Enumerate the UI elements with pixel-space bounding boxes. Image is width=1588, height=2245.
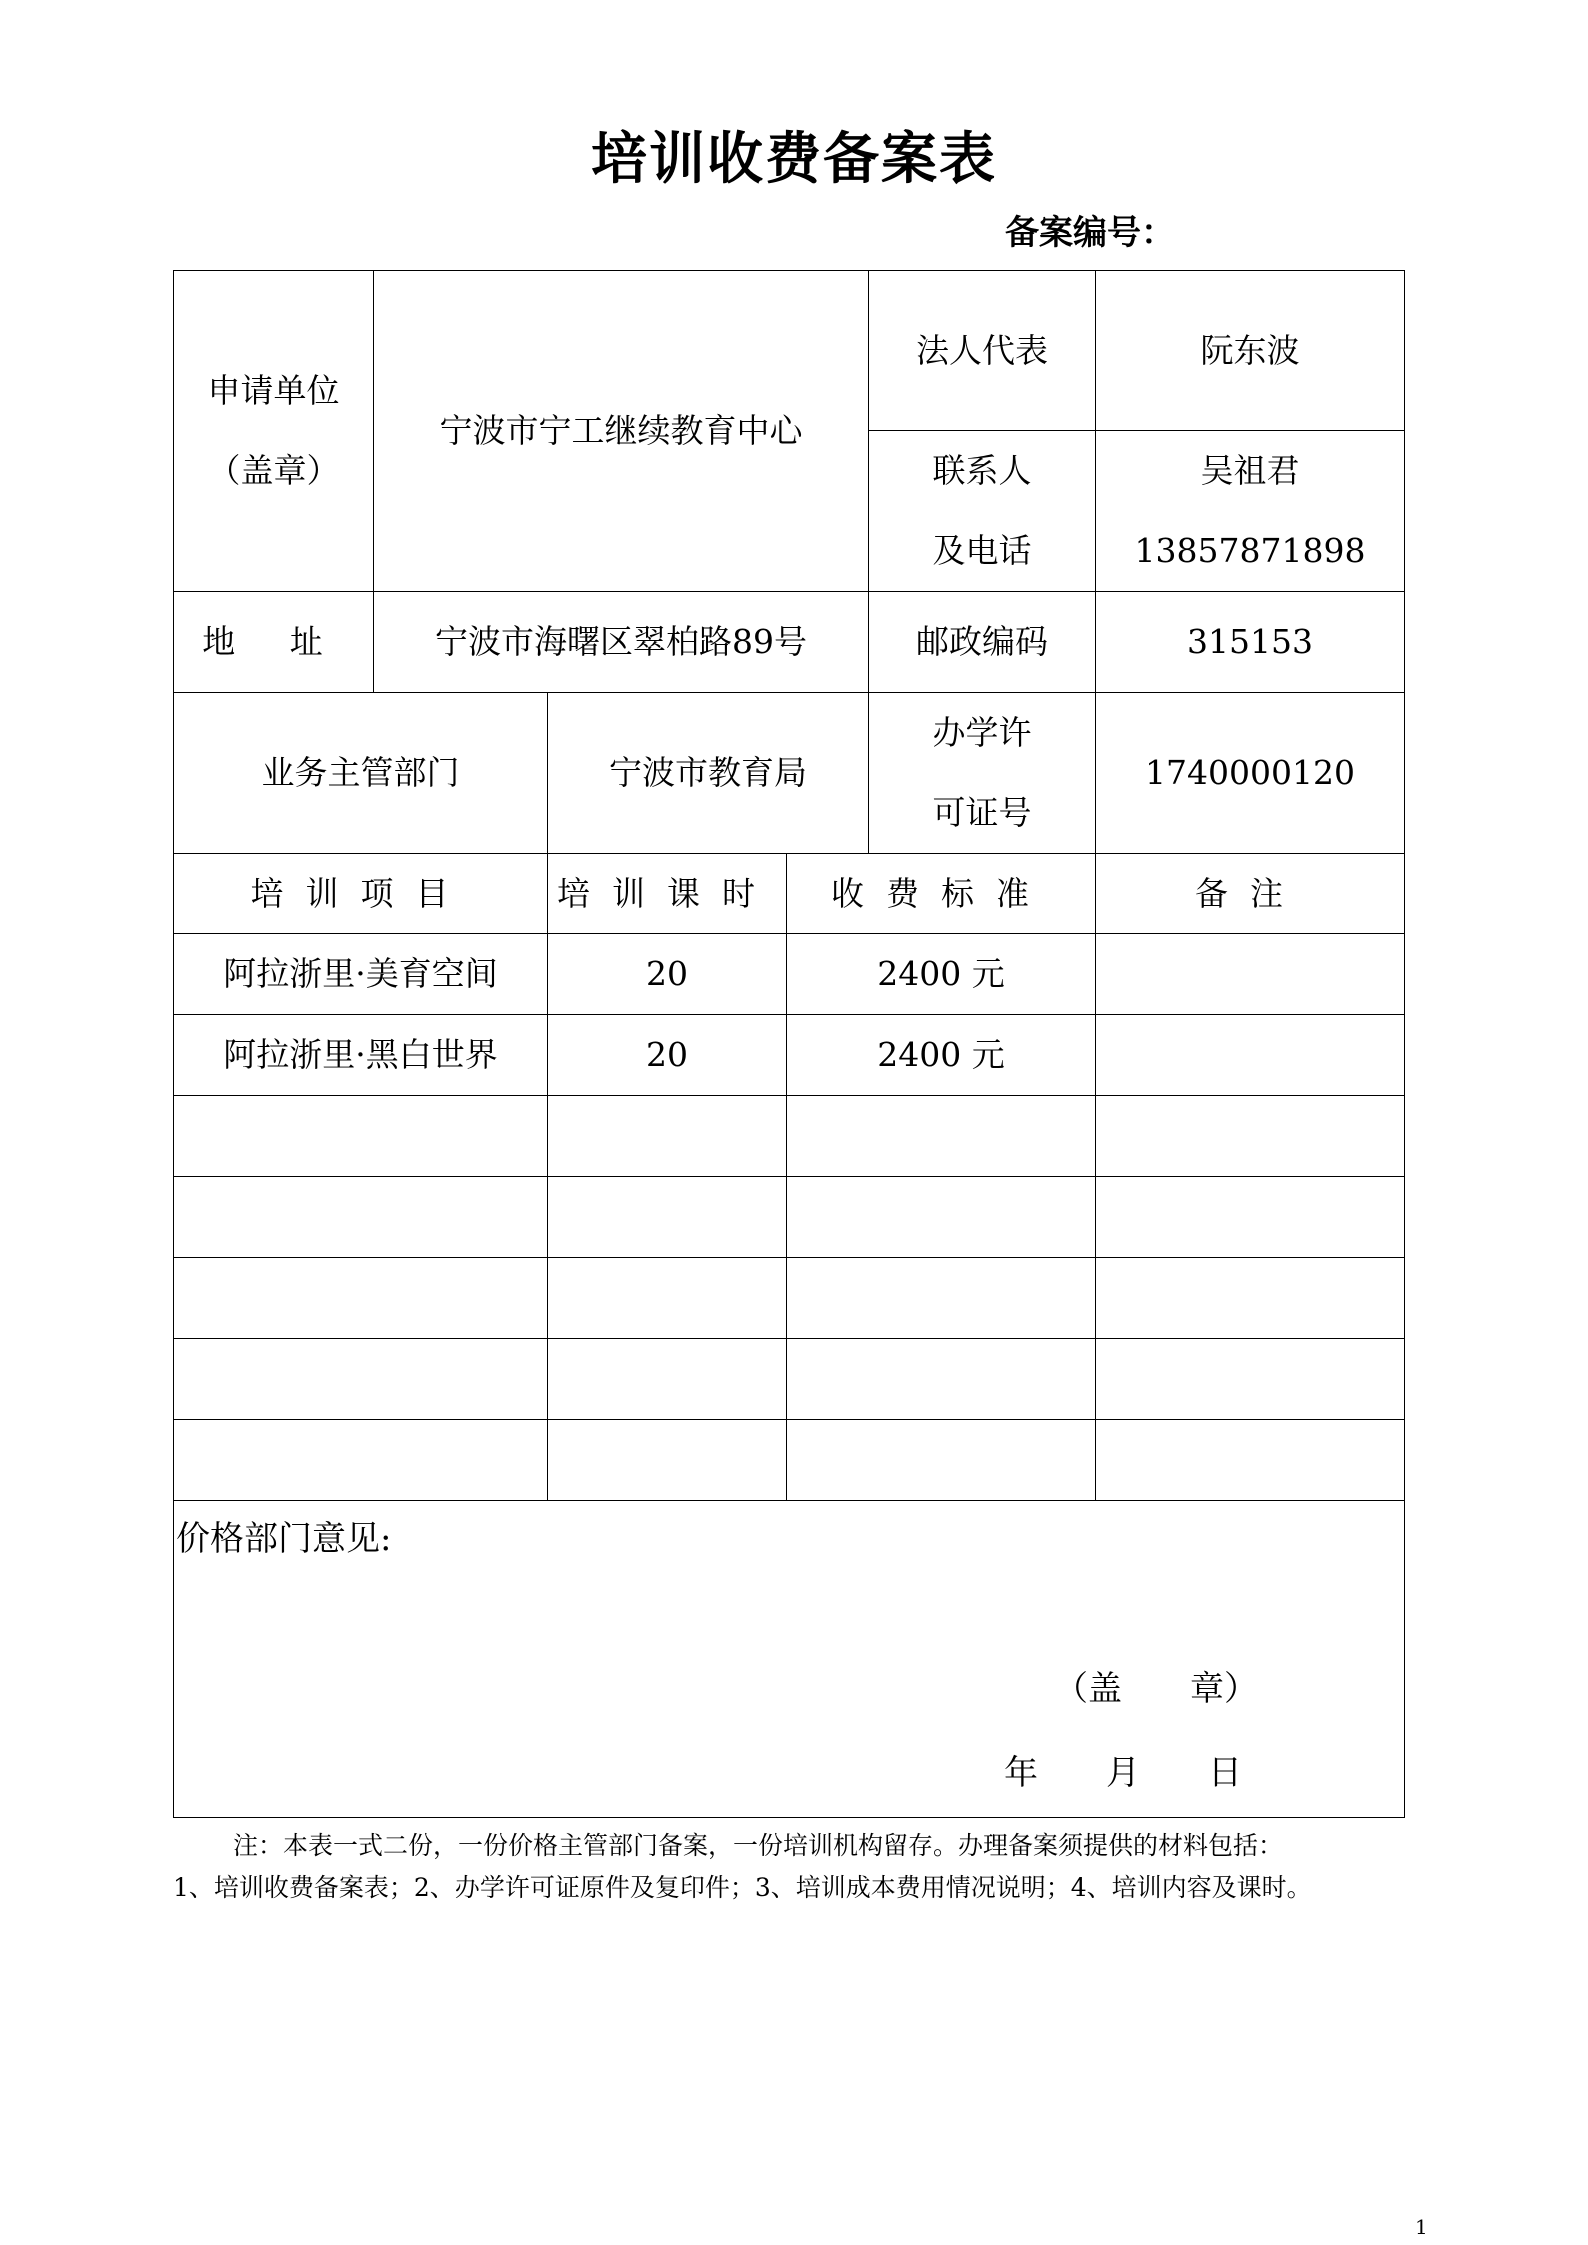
date-line: 年 月 日 bbox=[1004, 1753, 1242, 1793]
row-hours bbox=[548, 1339, 787, 1420]
row-project bbox=[174, 1177, 548, 1258]
row-project bbox=[174, 1096, 548, 1177]
row-project: 阿拉浙里·黑白世界 bbox=[174, 1015, 548, 1096]
table-row bbox=[174, 1258, 1405, 1339]
price-dept-opinion bbox=[174, 1501, 1405, 1818]
postal-value: 315153 bbox=[1096, 592, 1405, 693]
table-header-row bbox=[174, 854, 1405, 934]
contact-phone-label: 及电话 bbox=[932, 531, 1032, 570]
row-fee: 2400 元 bbox=[787, 1015, 1096, 1096]
row-fee bbox=[787, 1096, 1096, 1177]
address-label: 地 址 bbox=[174, 592, 374, 693]
row-project bbox=[174, 1258, 548, 1339]
row-hours bbox=[548, 1258, 787, 1339]
row-fee bbox=[787, 1177, 1096, 1258]
applicant-label: 申请单位 bbox=[207, 371, 340, 410]
header-hours: 培训课时 bbox=[548, 854, 787, 934]
row-remark bbox=[1096, 1420, 1405, 1501]
row-remark bbox=[1096, 1339, 1405, 1420]
table-row bbox=[174, 934, 1405, 1015]
department-label: 业务主管部门 bbox=[174, 693, 548, 854]
address-value: 宁波市海曙区翠柏路89号 bbox=[374, 592, 869, 693]
row-remark bbox=[1096, 1096, 1405, 1177]
footnote bbox=[173, 1825, 1433, 1909]
license-label: 办学许 bbox=[932, 713, 1032, 752]
contact-name: 吴祖君 bbox=[1200, 451, 1300, 490]
page-number: 1 bbox=[1415, 2215, 1428, 2239]
row-remark bbox=[1096, 934, 1405, 1015]
opinion-label: 价格部门意见: bbox=[176, 1519, 392, 1559]
row-hours bbox=[548, 1420, 787, 1501]
row-fee: 2400 元 bbox=[787, 934, 1096, 1015]
row-fee bbox=[787, 1258, 1096, 1339]
applicant-label-cell bbox=[174, 271, 374, 592]
header-fee: 收费标准 bbox=[787, 854, 1096, 934]
license-label-line2: 可证号 bbox=[932, 793, 1032, 832]
header-project: 培训项目 bbox=[174, 854, 548, 934]
contact-label: 联系人 bbox=[932, 451, 1032, 490]
fee-record-form bbox=[173, 270, 1405, 1818]
contact-value-cell bbox=[1096, 431, 1405, 592]
legal-rep-label: 法人代表 bbox=[869, 271, 1096, 431]
applicant-seal-label: （盖章） bbox=[207, 451, 340, 490]
row-remark bbox=[1096, 1177, 1405, 1258]
row-remark bbox=[1096, 1015, 1405, 1096]
table-row bbox=[174, 1015, 1405, 1096]
row-hours bbox=[548, 1177, 787, 1258]
department-value: 宁波市教育局 bbox=[548, 693, 869, 854]
page-title: 培训收费备案表 bbox=[591, 127, 997, 192]
postal-label: 邮政编码 bbox=[869, 592, 1096, 693]
legal-rep-value: 阮东波 bbox=[1096, 271, 1405, 431]
license-label-cell bbox=[869, 693, 1096, 854]
header-remark: 备注 bbox=[1096, 854, 1405, 934]
row-project bbox=[174, 1339, 548, 1420]
footnote-line-2: 1、培训收费备案表；2、办学许可证原件及复印件；3、培训成本费用情况说明；4、培训内容及课时。 bbox=[173, 1873, 1312, 1902]
row-remark bbox=[1096, 1258, 1405, 1339]
footnote-line-1: 注：本表一式二份，一份价格主管部门备案，一份培训机构留存。办理备案须提供的材料包括： bbox=[233, 1831, 1284, 1860]
table-row bbox=[174, 1339, 1405, 1420]
table-row bbox=[174, 1096, 1405, 1177]
row-hours bbox=[548, 1096, 787, 1177]
seal-label: （盖 章） bbox=[1054, 1669, 1258, 1709]
row-fee bbox=[787, 1339, 1096, 1420]
applicant-value: 宁波市宁工继续教育中心 bbox=[374, 271, 869, 592]
table-row bbox=[174, 1420, 1405, 1501]
table-row bbox=[174, 1177, 1405, 1258]
row-project bbox=[174, 1420, 548, 1501]
contact-label-cell bbox=[869, 431, 1096, 592]
row-fee bbox=[787, 1420, 1096, 1501]
row-project: 阿拉浙里·美育空间 bbox=[174, 934, 548, 1015]
contact-phone: 13857871898 bbox=[1134, 531, 1366, 570]
license-value: 1740000120 bbox=[1096, 693, 1405, 854]
row-hours: 20 bbox=[548, 1015, 787, 1096]
record-number-label: 备案编号： bbox=[1005, 213, 1175, 253]
row-hours: 20 bbox=[548, 934, 787, 1015]
